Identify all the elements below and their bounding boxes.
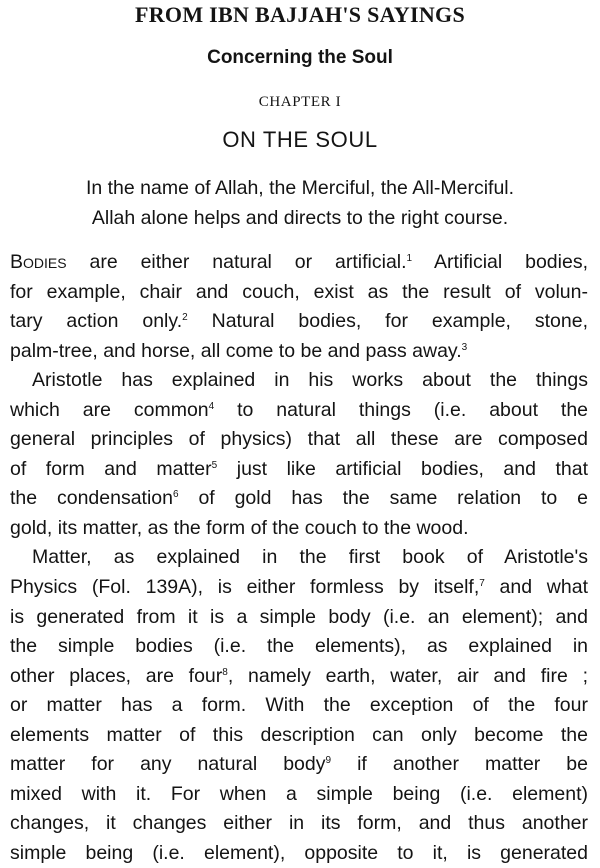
invocation-line: Allah alone helps and directs to the right course. xyxy=(91,207,509,229)
text-fragment: other places, are four xyxy=(10,664,223,687)
text-fragment: matter for any natural body xyxy=(10,753,326,776)
text-fragment: of gold has the same relation to e xyxy=(198,487,588,510)
section-title: Concerning the Soul xyxy=(207,47,393,68)
text-line xyxy=(10,455,588,485)
text-line: elements matter of this description can only become the xyxy=(10,723,588,746)
chapter-title: ON THE SOUL xyxy=(222,127,378,152)
text-line: mixed with it. For when a simple being (i.e. element) xyxy=(10,782,588,805)
text-line: for example, chair and couch, exist as the result of volun- xyxy=(10,280,588,303)
text-line xyxy=(10,248,588,278)
body-text xyxy=(10,248,588,868)
text-fragment: the condensation xyxy=(10,487,173,510)
footnote-mark: 3 xyxy=(461,341,468,353)
text-line: changes, it changes either in its form, and thus another xyxy=(10,812,588,835)
text-fragment: tary action only. xyxy=(10,310,183,333)
footnote-mark: 6 xyxy=(173,489,179,501)
text-line xyxy=(10,337,588,367)
text-line: gold, its matter, as the form of the couch to the wood. xyxy=(10,516,469,539)
text-line xyxy=(10,396,588,426)
invocation-line: In the name of Allah, the Merciful, the All-Merciful. xyxy=(85,177,515,199)
running-head: FROM IBN BAJJAH'S SAYINGS xyxy=(134,2,466,27)
text-fragment: Natural bodies, for example, stone, xyxy=(211,310,589,333)
footnote-mark: 1 xyxy=(406,253,413,264)
invocation xyxy=(0,173,600,233)
text-fragment: which are common xyxy=(10,398,209,421)
text-line: is generated from it is a simple body (i.e. an element); and xyxy=(10,605,588,628)
text-fragment: , namely earth, water, air and fire ; xyxy=(227,664,588,687)
text-fragment: to natural things (i.e. about the xyxy=(237,398,589,421)
text-line xyxy=(10,573,588,603)
text-fragment: if another matter be xyxy=(357,753,588,776)
text-fragment: and what xyxy=(499,576,588,599)
text-line xyxy=(10,750,588,780)
footnote-mark: 8 xyxy=(222,666,228,678)
footnote-mark: 4 xyxy=(208,400,215,412)
footnote-mark: 2 xyxy=(182,312,188,324)
text-line xyxy=(10,307,588,337)
text-fragment: Physics (Fol. 139A), is either formless by itself, xyxy=(10,576,480,599)
text-fragment: Artificial bodies, xyxy=(433,251,588,273)
text-line: Matter, as explained in the first book of Aristotle's xyxy=(32,546,588,569)
chapter-label: CHAPTER I xyxy=(258,94,342,110)
footnote-mark: 9 xyxy=(325,755,332,767)
text-line xyxy=(10,662,588,692)
text-fragment: palm-tree, and horse, all come to be and pass away. xyxy=(10,339,462,362)
text-line: general principles of physics) that all these are composed xyxy=(10,428,588,451)
text-line: the simple bodies (i.e. the elements), as explained in xyxy=(10,635,588,658)
first-word: Bodies xyxy=(10,251,67,273)
text-fragment: are either natural or artificial. xyxy=(89,251,407,273)
text-line xyxy=(10,484,588,514)
text-line: or matter has a form. With the exception of the four xyxy=(10,694,588,717)
footnote-mark: 7 xyxy=(479,578,485,590)
text-line: simple being (i.e. element), opposite to it, is generated xyxy=(10,841,588,864)
text-line: Aristotle has explained in his works about the things xyxy=(32,369,588,392)
footnote-mark: 5 xyxy=(211,459,218,471)
text-fragment: of form and matter xyxy=(10,457,212,480)
text-fragment: just like artificial bodies, and that xyxy=(236,457,588,480)
